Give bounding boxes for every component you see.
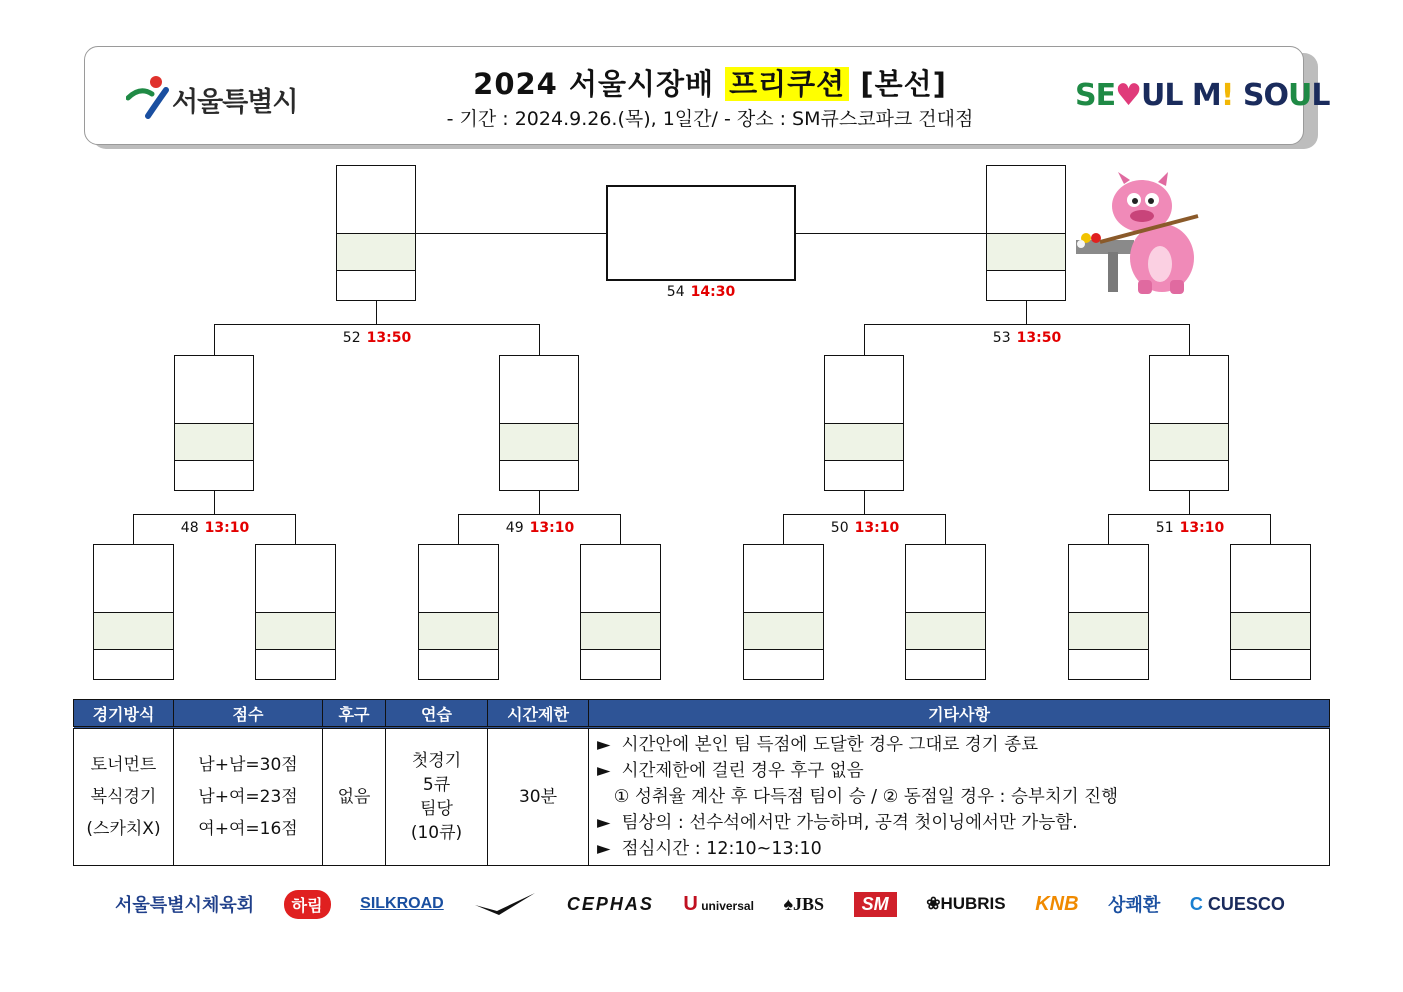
score-line: 남+남=30점 (198, 755, 298, 775)
note-line: ► 시간제한에 걸린 경우 후구 없음 (597, 761, 864, 781)
format-line: (스카치X) (86, 819, 161, 839)
bracket-slot (418, 544, 499, 680)
sponsor-name: universal (701, 898, 754, 913)
match-time: 13:10 (529, 520, 575, 536)
bracket-slot (1149, 355, 1229, 491)
cell-time-limit: 30분 (488, 728, 589, 866)
bracket-slot (905, 544, 986, 680)
note-line: ① 성취율 계산 후 다득점 팀이 승 / ② 동점일 경우 : 승부치기 진행 (597, 787, 1118, 807)
sponsor-name: JBS (793, 893, 825, 914)
sponsor-logo: KNB (1035, 892, 1079, 915)
cell-practice (386, 728, 488, 866)
bracket-slot (824, 355, 904, 491)
sponsor-logo: SM (854, 892, 897, 917)
bracket-slot (986, 165, 1066, 301)
header-score: 점수 (174, 700, 323, 728)
title-highlight: 프리쿠션 (725, 67, 849, 101)
bracket-line (796, 233, 986, 234)
bracket-line (458, 514, 621, 515)
header-format: 경기방식 (74, 700, 174, 728)
page-subtitle: - 기간 : 2024.9.26.(목), 1일간/ - 장소 : SM큐스코파크 건대점 (446, 108, 974, 130)
title-suffix: [본선] (860, 67, 947, 101)
bracket-line (214, 324, 540, 325)
bracket-line (133, 514, 134, 544)
cell-format (74, 728, 174, 866)
match-number: 52 (342, 330, 361, 346)
mascot-illustration (1072, 172, 1202, 297)
match-number: 48 (180, 520, 199, 536)
seoul-logo-text: 서울특별시 (172, 87, 298, 118)
logo-part: L (1311, 78, 1330, 113)
cell-hugu: 없음 (323, 728, 386, 866)
sponsor-logo: 하림 (284, 890, 331, 919)
cell-scores (174, 728, 323, 866)
header-notes: 기타사항 (589, 700, 1330, 728)
bracket-slot (580, 544, 661, 680)
bracket-line (945, 514, 946, 544)
table-row (74, 728, 1330, 866)
bracket-slot (336, 165, 416, 301)
bracket-slot (499, 355, 579, 491)
logo-part: U (1288, 78, 1312, 113)
table-header-row (74, 700, 1330, 728)
match-label-semi (967, 330, 1087, 346)
bracket-line (416, 233, 606, 234)
sponsor-logo: 서울특별시체육회 (115, 895, 255, 915)
score-line: 남+여=23점 (198, 787, 298, 807)
match-time: 14:30 (690, 284, 736, 300)
logo-part: SE (1075, 78, 1116, 113)
bracket-line (1026, 301, 1027, 325)
sponsor-logo: U universal (683, 892, 754, 915)
sponsor-logo: 상쾌환 (1108, 895, 1161, 915)
match-time: 13:10 (854, 520, 900, 536)
bracket-line (864, 491, 865, 515)
note-line: ► 점심시간 : 12:10~13:10 (597, 839, 822, 859)
bracket-line (783, 514, 946, 515)
rules-table (73, 699, 1330, 866)
cell-notes (589, 728, 1330, 866)
practice-line: 팀당 (420, 799, 453, 819)
match-label-qf (1130, 520, 1250, 536)
score-line: 여+여=16점 (198, 819, 298, 839)
match-label-qf (480, 520, 600, 536)
logo-part: ! (1220, 78, 1234, 113)
sponsor-strip (115, 880, 1285, 928)
bracket-slot (174, 355, 254, 491)
sponsor-logo: ❀HUBRIS (926, 894, 1006, 913)
bracket-line (458, 514, 459, 544)
match-label-final (641, 284, 761, 300)
bracket-slot (1230, 544, 1311, 680)
bracket-line (295, 514, 296, 544)
seoul-symbol-icon (126, 74, 170, 120)
match-time: 13:50 (1016, 330, 1062, 346)
match-time: 13:50 (366, 330, 412, 346)
match-time: 13:10 (204, 520, 250, 536)
bracket-line (539, 491, 540, 515)
match-number: 49 (505, 520, 524, 536)
sponsor-logo: ♠JBS (783, 893, 825, 914)
match-number: 51 (1155, 520, 1174, 536)
header-time-limit: 시간제한 (488, 700, 589, 728)
format-line: 토너먼트 (90, 755, 157, 775)
bracket-slot (255, 544, 336, 680)
bracket-line (376, 301, 377, 325)
bracket-line (133, 514, 296, 515)
swoosh-logo-icon (473, 891, 537, 917)
bracket-line (214, 491, 215, 515)
header-hugu: 후구 (323, 700, 386, 728)
logo-part: UL M (1141, 78, 1221, 113)
bracket-line (1189, 491, 1190, 515)
sponsor-logo: SILKROAD (360, 895, 444, 912)
title-prefix: 2024 서울시장배 (473, 67, 715, 101)
match-number: 53 (992, 330, 1011, 346)
header-practice: 연습 (386, 700, 488, 728)
practice-line: (10큐) (410, 823, 463, 843)
bracket-slot (743, 544, 824, 680)
match-label-qf (155, 520, 275, 536)
note-line: ► 시간안에 본인 팀 득점에 도달한 경우 그대로 경기 종료 (597, 735, 1038, 755)
page-title (300, 62, 1120, 103)
note-line: ► 팀상의 : 선수석에서만 가능하며, 공격 첫이닝에서만 가능함. (597, 813, 1078, 833)
match-number: 54 (666, 284, 685, 300)
logo-part: SO (1233, 78, 1289, 113)
bracket-slot (93, 544, 174, 680)
match-label-semi (317, 330, 437, 346)
bracket-line (1108, 514, 1109, 544)
bracket-line (214, 324, 215, 355)
match-time: 13:10 (1179, 520, 1225, 536)
sponsor-name: HUBRIS (940, 894, 1006, 913)
bracket-line (783, 514, 784, 544)
sponsor-logo: CEPHAS (566, 893, 654, 914)
practice-line: 첫경기 (411, 751, 462, 771)
bracket-line (1108, 514, 1271, 515)
bracket-line (1189, 324, 1190, 355)
bracket-line (864, 324, 1190, 325)
seoul-my-soul-logo (1075, 78, 1330, 113)
bracket-line (620, 514, 621, 544)
match-label-qf (805, 520, 925, 536)
bracket-line (1270, 514, 1271, 544)
bracket-line (539, 324, 540, 355)
seoul-city-logo (126, 74, 326, 120)
bracket-slot (1068, 544, 1149, 680)
sponsor-name: CUESCO (1207, 893, 1285, 914)
heart-icon: ♥ (1115, 78, 1142, 113)
format-line: 복식경기 (90, 787, 157, 807)
champion-box (606, 185, 796, 281)
practice-line: 5큐 (422, 775, 451, 795)
sponsor-logo: C CUESCO (1189, 893, 1285, 914)
bracket-line (864, 324, 865, 355)
match-number: 50 (830, 520, 849, 536)
